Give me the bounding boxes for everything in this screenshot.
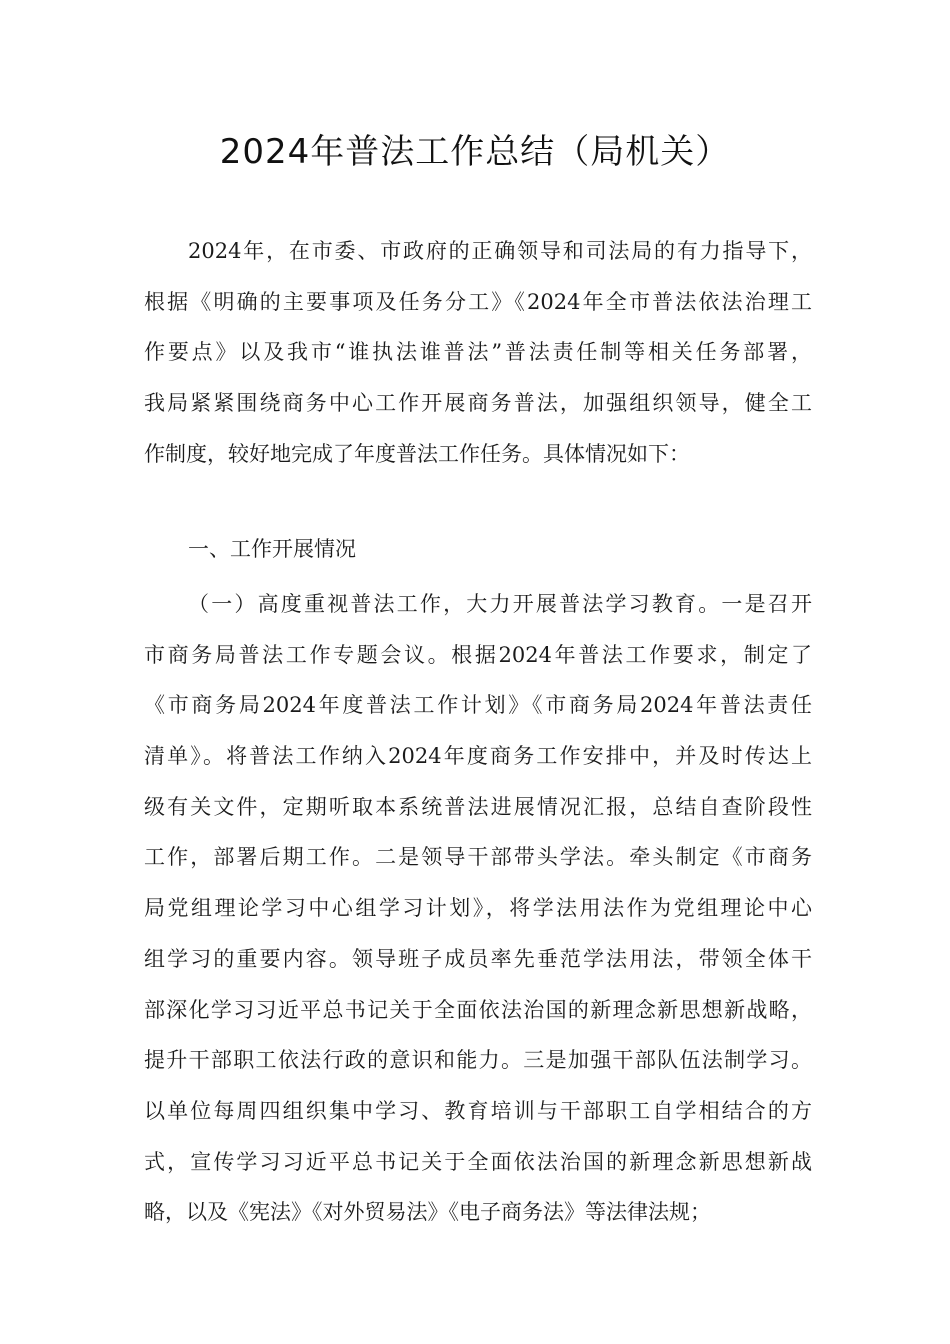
paragraph-line: 工作，部署后期工作。二是领导干部带头学法。牵头制定《市商务	[144, 845, 812, 870]
intro-line: 作要点》以及我市“谁执法谁普法”普法责任制等相关任务部署，	[144, 340, 812, 365]
paragraph-line: 式，宣传学习习近平总书记关于全面依法治国的新理念新思想新战	[144, 1149, 812, 1174]
intro-line: 2024年，在市委、市政府的正确领导和司法局的有力指导下，	[188, 239, 812, 263]
intro-paragraph	[144, 226, 812, 479]
intro-line: 根据《明确的主要事项及任务分工》《2024年全市普法依法治理工	[144, 289, 812, 314]
paragraph-line: 部深化学习习近平总书记关于全面依法治国的新理念新思想新战略，	[144, 997, 812, 1022]
section-heading-text: 一、工作开展情况	[188, 537, 356, 561]
paragraph-line: 局党组理论学习中心组学习计划》，将学法用法作为党组理论中心	[144, 896, 812, 921]
paragraph-line: 提升干部职工依法行政的意识和能力。三是加强干部队伍法制学习。	[144, 1048, 812, 1073]
document-title: 2024年普法工作总结（局机关）	[219, 132, 731, 172]
section-heading	[144, 524, 812, 575]
paragraph-line: 以单位每周四组织集中学习、教育培训与干部职工自学相结合的方	[144, 1098, 812, 1123]
intro-line: 我局紧紧围绕商务中心工作开展商务普法，加强组织领导，健全工	[144, 391, 812, 416]
paragraph-line: 市商务局普法工作专题会议。根据2024年普法工作要求，制定了	[144, 642, 812, 667]
intro-line: 作制度，较好地完成了年度普法工作任务。具体情况如下：	[144, 441, 690, 466]
paragraph-line: 清单》。将普法工作纳入2024年度商务工作安排中，并及时传达上	[144, 744, 812, 769]
paragraph-line: 略，以及《宪法》《对外贸易法》《电子商务法》等法律法规；	[144, 1200, 711, 1225]
paragraph-line: （一）高度重视普法工作，大力开展普法学习教育。一是召开	[188, 592, 812, 616]
paragraph-line: 《市商务局2024年度普法工作计划》《市商务局2024年普法责任	[144, 693, 812, 718]
section-paragraph	[144, 579, 812, 1238]
paragraph-line: 级有关文件，定期听取本系统普法进展情况汇报，总结自查阶段性	[144, 794, 812, 819]
paragraph-line: 组学习的重要内容。领导班子成员率先垂范学法用法，带领全体干	[144, 946, 812, 971]
